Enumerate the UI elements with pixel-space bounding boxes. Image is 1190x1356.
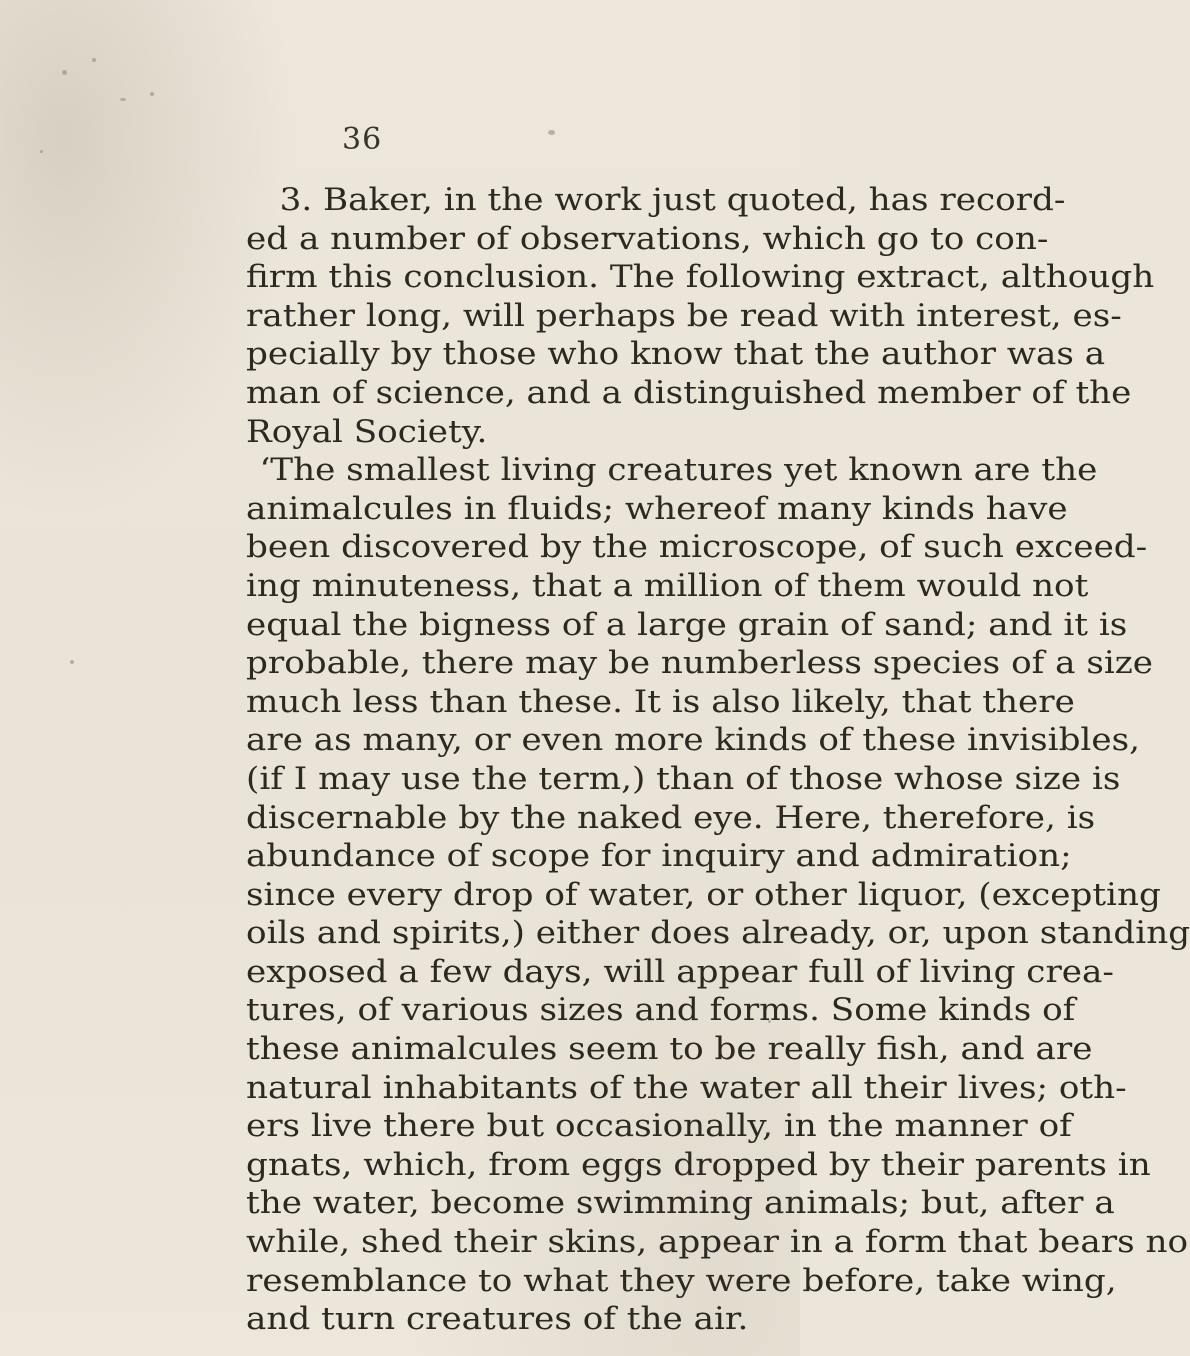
text-line: natural inhabitants of the water all their lives; oth- bbox=[246, 1070, 1127, 1106]
text-line: probable, there may be numberless species of a size bbox=[246, 646, 1154, 682]
text-line: (if I may use the term,) than of those whose size is bbox=[246, 761, 1121, 797]
text-line: exposed a few days, will appear full of living crea- bbox=[246, 954, 1114, 990]
text-line: these animalcules seem to be really fish, and are bbox=[246, 1032, 1093, 1068]
text-line: ed a number of observations, which go to con- bbox=[246, 221, 1049, 257]
text-line: since every drop of water, or other liquor, (excepting bbox=[246, 877, 1161, 913]
paper-speck bbox=[120, 98, 126, 101]
text-line: oils and spirits,) either does already, or, upon standing bbox=[246, 916, 1190, 952]
text-line: tures, of various sizes and forms. Some kinds of bbox=[246, 993, 1076, 1029]
text-line: while, shed their skins, appear in a form that bears no bbox=[246, 1225, 1189, 1261]
paper-speck bbox=[150, 92, 154, 96]
text-line: 3. Baker, in the work just quoted, has record- bbox=[279, 183, 1066, 218]
text-line: ‘The smallest living creatures yet known are the bbox=[259, 453, 1098, 489]
paper-speck bbox=[40, 150, 43, 153]
text-line: abundance of scope for inquiry and admiration; bbox=[246, 839, 1072, 875]
text-line: much less than these. It is also likely, that there bbox=[246, 684, 1075, 720]
text-line: Royal Society. bbox=[246, 414, 488, 450]
body-text bbox=[246, 182, 1190, 1340]
text-line: and turn creatures of the air. bbox=[246, 1302, 749, 1338]
text-line: rather long, will perhaps be read with interest, es- bbox=[246, 298, 1122, 334]
text-line: firm this conclusion. The following extract, although bbox=[246, 260, 1155, 296]
paper-speck bbox=[548, 130, 555, 135]
text-line: ing minuteness, that a million of them would not bbox=[246, 568, 1089, 604]
text-line: resemblance to what they were before, take wing, bbox=[246, 1263, 1117, 1299]
text-line: been discovered by the microscope, of such exceed- bbox=[246, 530, 1148, 566]
paper-speck bbox=[92, 58, 96, 62]
paper-speck bbox=[70, 660, 74, 664]
text-line: ers live there but occasionally, in the manner of bbox=[246, 1109, 1072, 1145]
paper-speck bbox=[62, 70, 67, 75]
text-line: pecially by those who know that the author was a bbox=[246, 337, 1106, 373]
text-line: discernable by the naked eye. Here, therefore, is bbox=[246, 800, 1096, 836]
text-line: man of science, and a distinguished member of the bbox=[246, 375, 1132, 411]
text-line: gnats, which, from eggs dropped by their parents in bbox=[246, 1147, 1151, 1183]
text-line: are as many, or even more kinds of these invisibles, bbox=[246, 723, 1140, 759]
text-line: the water, become swimming animals; but, after a bbox=[246, 1186, 1115, 1222]
page-number: 36 bbox=[342, 122, 383, 157]
text-line: animalcules in fluids; whereof many kinds have bbox=[246, 491, 1068, 527]
text-line: equal the bigness of a large grain of sand; and it is bbox=[246, 607, 1128, 643]
